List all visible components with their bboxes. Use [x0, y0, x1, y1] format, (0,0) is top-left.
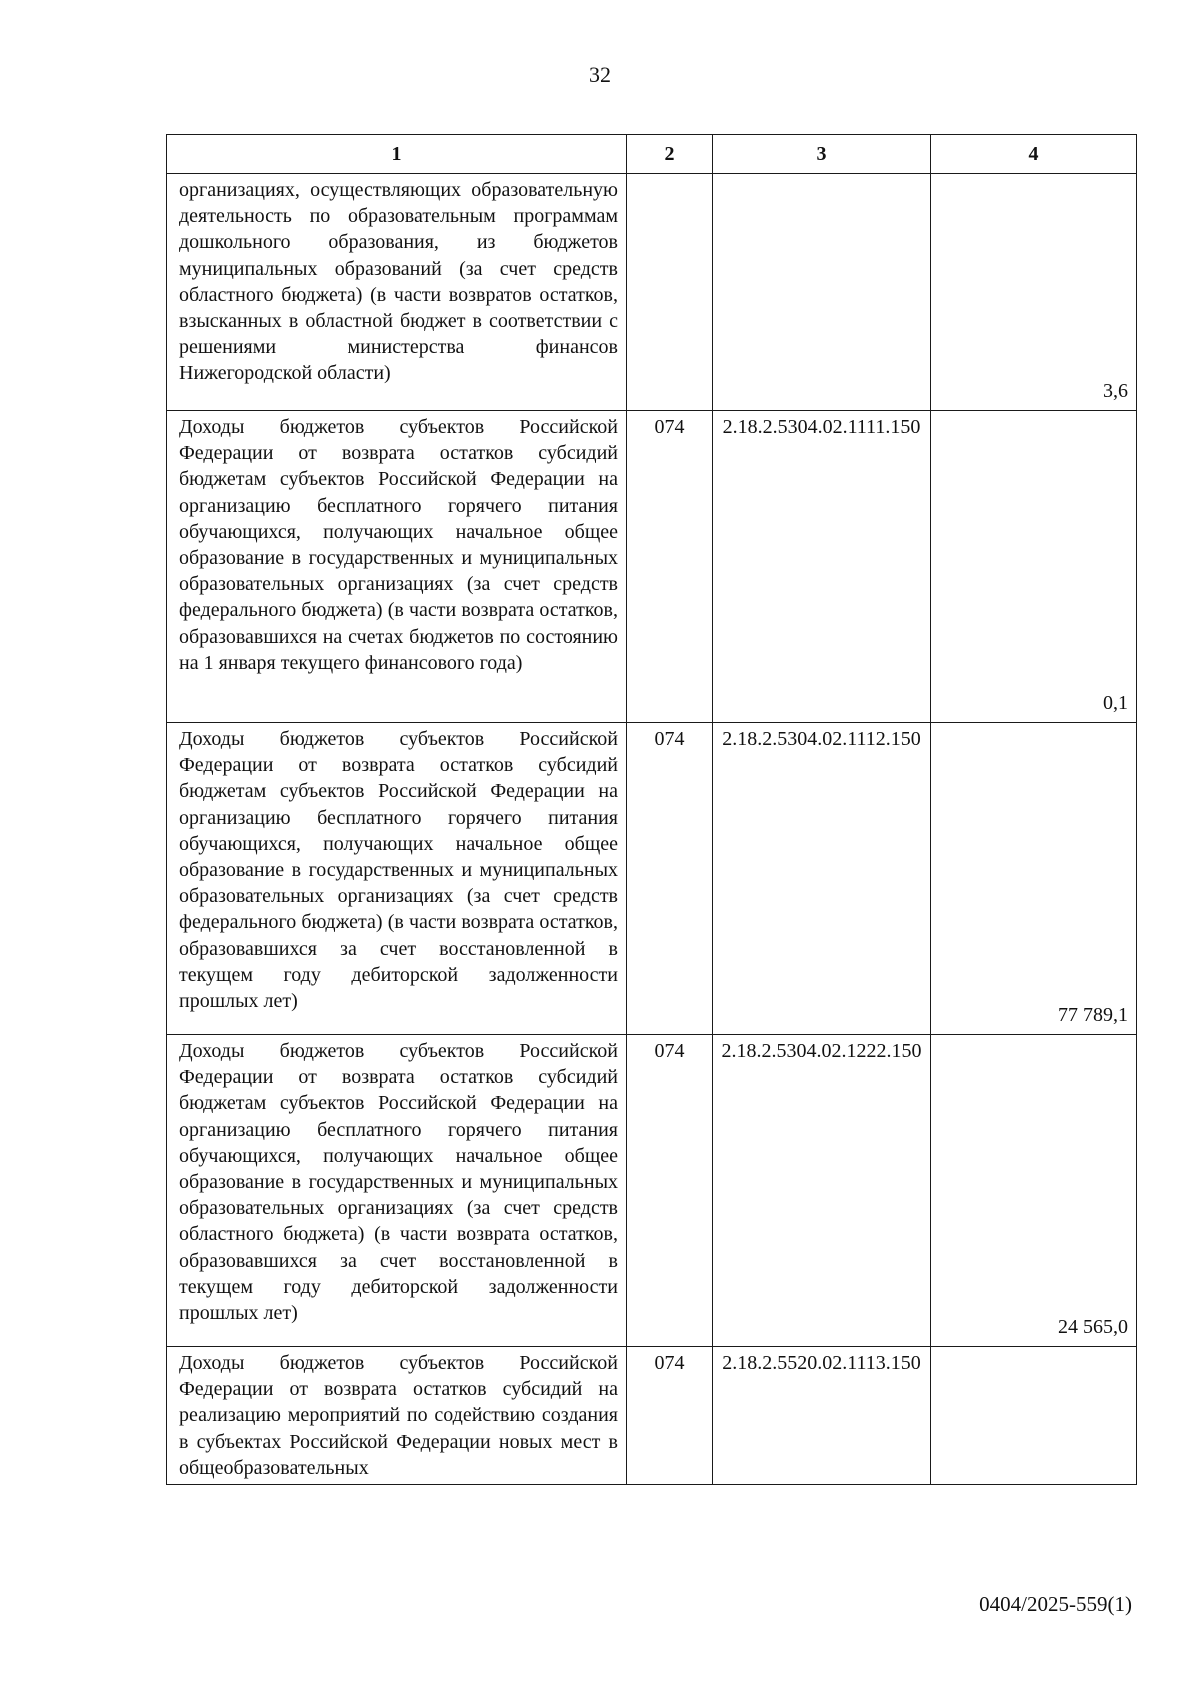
row-amount: 3,6: [931, 174, 1137, 411]
column-header-1: 1: [167, 135, 627, 174]
column-header-4: 4: [931, 135, 1137, 174]
row-admin-code: 074: [627, 1347, 713, 1485]
table-row: [167, 1035, 1137, 1347]
budget-revenue-table: [166, 134, 1137, 1485]
page-number: 32: [589, 62, 611, 87]
column-header-2: 2: [627, 135, 713, 174]
row-description: Доходы бюджетов субъектов Российской Федерации от возврата остатков субсидий бюджетам субъектов Российской Федерации на организацию бесплатного горячего питания обучающихся, получающих начальное общее образование в государственных и муниципальных образовательных организациях (за счет средств федерального бюджета) (в части возврата остатков, образовавшихся на счетах бюджетов по состоянию на 1 января текущего финансового года): [167, 411, 627, 723]
row-admin-code: 074: [627, 1035, 713, 1347]
row-admin-code: 074: [627, 411, 713, 723]
row-admin-code: 074: [627, 723, 713, 1035]
row-budget-code: 2.18.2.5304.02.1111.150: [713, 411, 931, 723]
row-amount: 0,1: [931, 411, 1137, 723]
row-budget-code: 2.18.2.5520.02.1113.150: [713, 1347, 931, 1485]
row-admin-code: [627, 174, 713, 411]
row-amount: 77 789,1: [931, 723, 1137, 1035]
row-amount: 24 565,0: [931, 1035, 1137, 1347]
row-budget-code: 2.18.2.5304.02.1112.150: [713, 723, 931, 1035]
table-header-row: [167, 135, 1137, 174]
row-budget-code: 2.18.2.5304.02.1222.150: [713, 1035, 931, 1347]
row-description: организациях, осуществляющих образовательную деятельность по образовательным программам дошкольного образования, из бюджетов муниципальных образований (за счет средств областного бюджета) (в части возвратов остатков, взысканных в областной бюджет в соответствии с решениями министерства финансов Нижегородской области): [167, 174, 627, 411]
row-description: Доходы бюджетов субъектов Российской Федерации от возврата остатков субсидий на реализацию мероприятий по содействию создания в субъектах Российской Федерации новых мест в общеобразовательных: [167, 1347, 627, 1485]
table-row: [167, 723, 1137, 1035]
row-budget-code: [713, 174, 931, 411]
table-row: [167, 1347, 1137, 1485]
table-row: [167, 174, 1137, 411]
column-header-3: 3: [713, 135, 931, 174]
row-amount: [931, 1347, 1137, 1485]
document-code: 0404/2025-559(1): [979, 1592, 1132, 1616]
row-description: Доходы бюджетов субъектов Российской Федерации от возврата остатков субсидий бюджетам субъектов Российской Федерации на организацию бесплатного горячего питания обучающихся, получающих начальное общее образование в государственных и муниципальных образовательных организациях (за счет средств федерального бюджета) (в части возврата остатков, образовавшихся за счет восстановленной в текущем году дебиторской задолженности прошлых лет): [167, 723, 627, 1035]
row-description: Доходы бюджетов субъектов Российской Федерации от возврата остатков субсидий бюджетам субъектов Российской Федерации на организацию бесплатного горячего питания обучающихся, получающих начальное общее образование в государственных и муниципальных образовательных организациях (за счет средств областного бюджета) (в части возврата остатков, образовавшихся за счет восстановленной в текущем году дебиторской задолженности прошлых лет): [167, 1035, 627, 1347]
table-row: [167, 411, 1137, 723]
